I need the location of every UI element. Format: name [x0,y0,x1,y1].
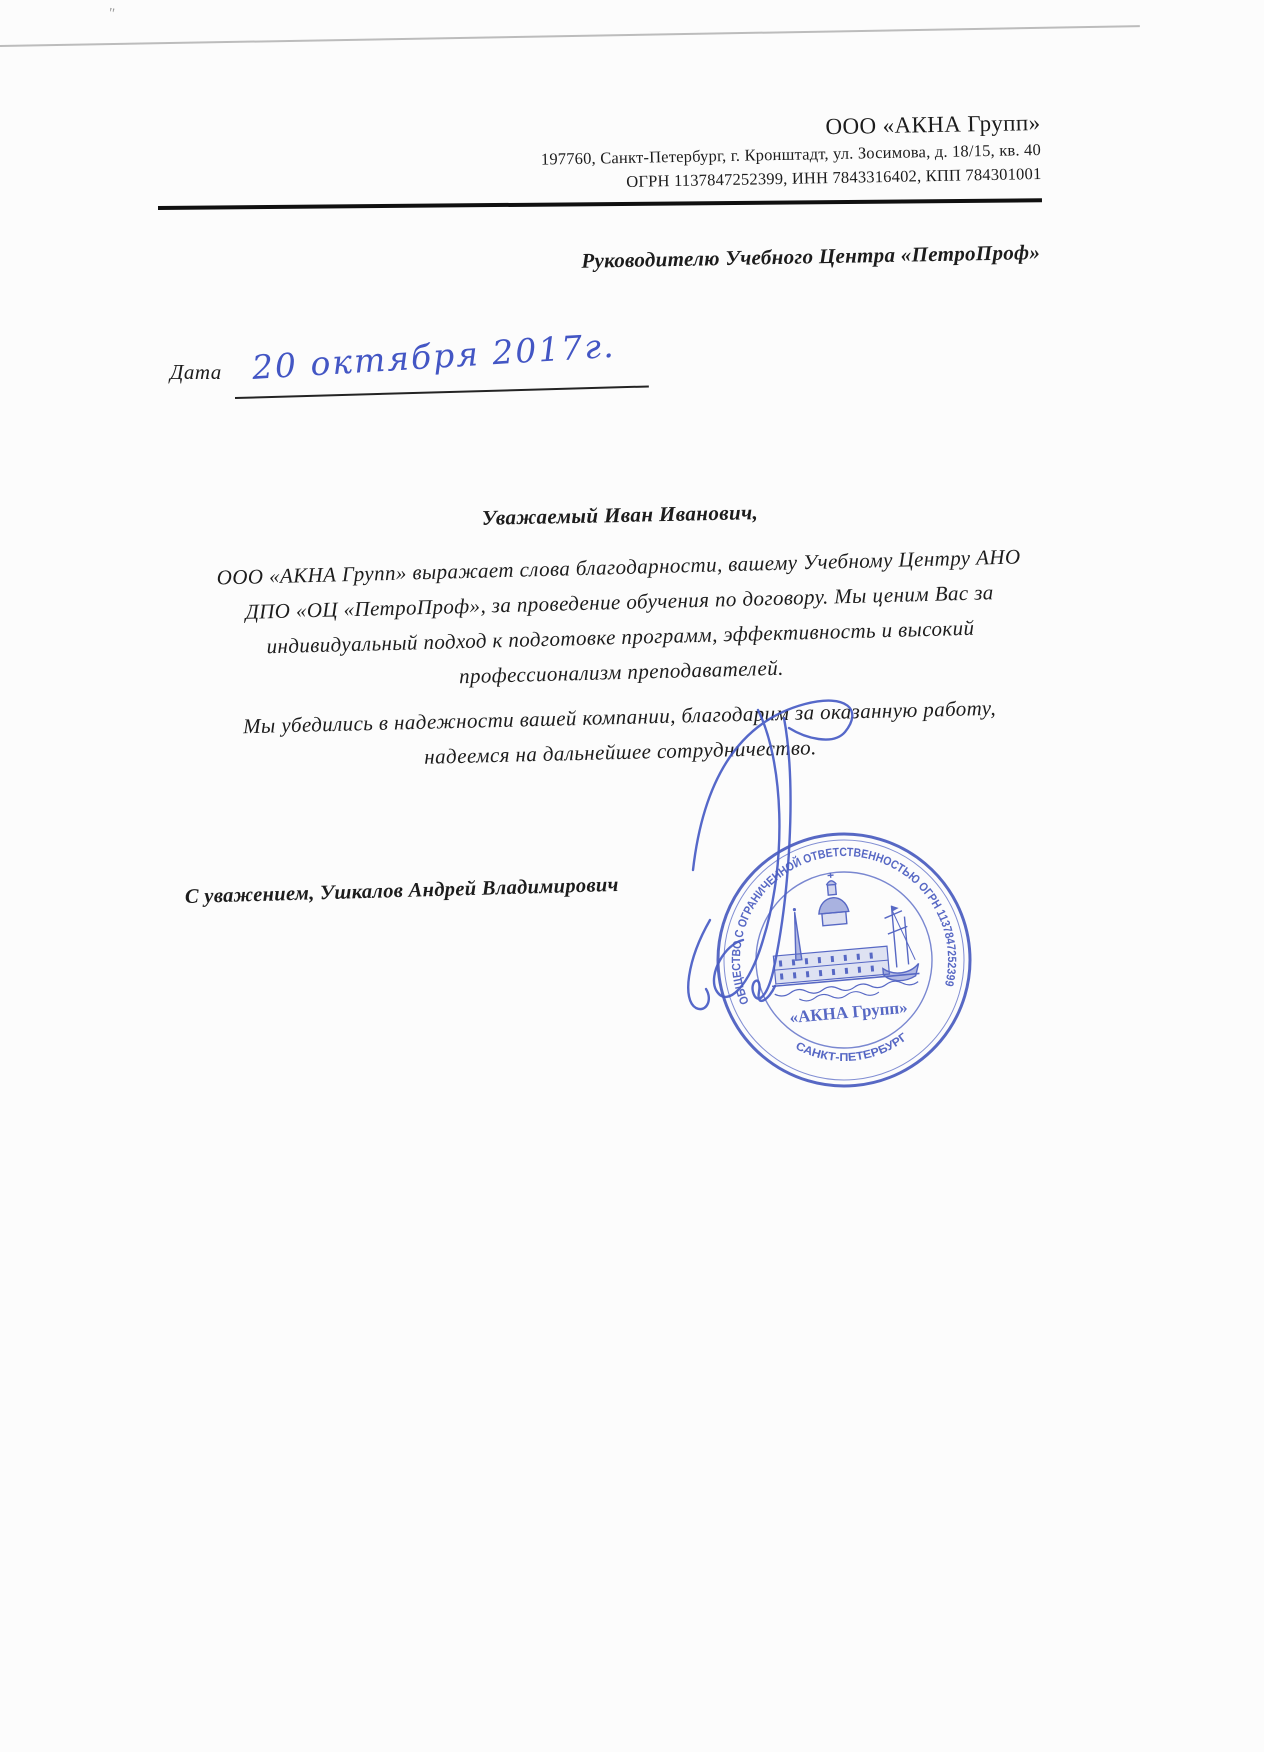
paragraph-1 [148,538,1091,703]
paragraph-2-line: Мы убедились в надежности вашей компании, благодарим за оказанную работу, [242,695,997,739]
scan-artifact-mark: " [106,5,116,23]
date-underline [235,385,649,399]
paragraph-1-line: ДПО «ОЦ «ПетроПроф», за проведение обучения по договору. Мы ценим Вас за [245,580,994,624]
scan-artifact-line [0,25,1140,47]
letterhead [540,108,1042,196]
paragraph-1-line: ООО «АКНА Групп» выражает слова благодарности, вашему Учебному Центру АНО [216,544,1021,590]
stamp-ring-label: ОБЩЕСТВО С ОГРАНИЧЕННОЙ ОТВЕТСТВЕННОСТЬЮ ОГРН 1137847252399 [728,844,960,1007]
paragraph-2-line: надеемся на дальнейшее сотрудничество. [423,735,817,769]
paragraph-1-line: индивидуальный подход к подготовке программ, эффективность и высокий [266,615,975,659]
company-registration: ОГРН 1137847252399, ИНН 7843316402, КПП 784301001 [625,163,1042,191]
stamp-graphic [701,817,987,1103]
date-label: Дата [170,360,222,384]
salutation: Уважаемый Иван Иванович, [481,500,759,530]
signoff-line: С уважением, Ушкалов Андрей Владимирович [184,873,619,908]
company-stamp [701,817,987,1103]
stamp-skyline-icon [763,866,921,1004]
recipient-line: Руководителю Учебного Центра «ПетроПроф» [581,240,1041,273]
handwritten-date: 20 октября 2017г. [250,325,617,387]
letterhead-divider [158,198,1042,210]
stamp-city-label: САНКТ-ПЕТЕРБУРГ [793,1031,910,1065]
company-name: ООО «АКНА Групп» [825,109,1041,140]
stamp-company-name: «АКНА Групп» [788,997,909,1027]
company-address: 197760, Санкт-Петербург, г. Кронштадт, ул. Зосимова, д. 18/15, кв. 40 [540,139,1041,169]
paragraph-1-line: профессионализм преподавателей. [458,655,784,689]
